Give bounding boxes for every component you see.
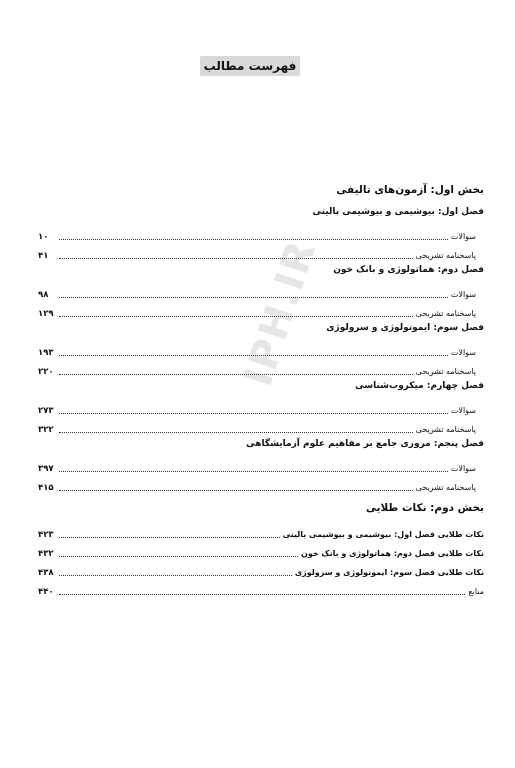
dot-leader: [59, 373, 413, 375]
toc-entry[interactable]: [38, 340, 484, 359]
toc-entry[interactable]: [38, 522, 484, 541]
dot-leader: [59, 593, 465, 595]
chapter-3-title: فصل سوم: ایمونولوژی و سرولوژی: [326, 323, 484, 333]
entry-label: سوالات: [450, 290, 476, 299]
watermark: IPH.IR: [235, 234, 326, 392]
toc-entry[interactable]: [38, 282, 484, 301]
toc-entry[interactable]: [38, 541, 484, 560]
toc-entry-sources[interactable]: [38, 579, 484, 598]
dot-leader: [59, 238, 448, 240]
chapter-1-title: فصل اول: بیوشیمی و بیوشیمی بالینی: [312, 207, 484, 217]
page-number: ۹۸: [38, 290, 49, 300]
page-number: ۴۴۰: [38, 587, 54, 597]
toc-entry[interactable]: [38, 475, 484, 494]
page-number: ۳۲۲: [38, 425, 54, 435]
entry-label: پاسخنامه تشریحی: [415, 251, 476, 260]
dot-leader: [59, 296, 448, 298]
entry-label: پاسخنامه تشریحی: [415, 425, 476, 434]
page-title: فهرست مطالب: [200, 56, 300, 76]
entry-label: سوالات: [450, 348, 476, 357]
toc-entry[interactable]: [38, 224, 484, 243]
toc-entry[interactable]: [38, 417, 484, 436]
entry-label: سوالات: [450, 464, 476, 473]
entry-label: سوالات: [450, 232, 476, 241]
dot-leader: [59, 489, 413, 491]
toc-entry[interactable]: [38, 398, 484, 417]
entry-label: پاسخنامه تشریحی: [415, 483, 476, 492]
dot-leader: [59, 354, 448, 356]
chapter-5-title: فصل پنجم: مروری جامع بر مفاهیم علوم آزمایشگاهی: [246, 439, 484, 449]
dot-leader: [59, 536, 280, 538]
dot-leader: [59, 555, 298, 557]
dot-leader: [59, 431, 413, 433]
page-number: ۱۹۳: [38, 348, 54, 358]
page-number: ۲۷۳: [38, 406, 54, 416]
dot-leader: [59, 412, 448, 414]
entry-label: نکات طلایی فصل دوم: هماتولوژی و بانک خون: [301, 549, 484, 558]
page-number: ۴۳۸: [38, 568, 54, 578]
entry-label: پاسخنامه تشریحی: [415, 309, 476, 318]
entry-label: منابع: [468, 587, 484, 596]
dot-leader: [59, 574, 292, 576]
chapter-2-title: فصل دوم: هماتولوژی و بانک خون: [333, 265, 484, 275]
toc-entry[interactable]: [38, 560, 484, 579]
toc-entry[interactable]: [38, 359, 484, 378]
page-number: ۴۲۳: [38, 530, 54, 540]
table-of-contents: [38, 182, 484, 598]
page-number: ۴۱۵: [38, 483, 54, 493]
toc-entry[interactable]: [38, 301, 484, 320]
toc-entry[interactable]: [38, 456, 484, 475]
part1-heading: بخش اول: آزمون‌های تالیفی: [336, 184, 484, 196]
page-number: ۴۳۲: [38, 549, 54, 559]
entry-label: پاسخنامه تشریحی: [415, 367, 476, 376]
toc-entry[interactable]: [38, 243, 484, 262]
entry-label: سوالات: [450, 406, 476, 415]
dot-leader: [59, 315, 413, 317]
chapter-4-title: فصل چهارم: میکروب‌شناسی: [355, 381, 484, 391]
dot-leader: [59, 470, 448, 472]
page-number: ۴۱: [38, 251, 49, 261]
dot-leader: [59, 257, 413, 259]
page-number: ۳۹۷: [38, 464, 54, 474]
entry-label: نکات طلایی فصل سوم: ایمونولوژی و سرولوژی: [294, 568, 484, 577]
part2-heading: بخش دوم: نکات طلایی: [365, 502, 484, 514]
page-number: ۱۲۹: [38, 309, 54, 319]
page-number: ۱۰: [38, 232, 49, 242]
entry-label: نکات طلایی فصل اول: بیوشیمی و بیوشیمی بالینی: [282, 530, 484, 539]
page-number: ۲۲۰: [38, 367, 54, 377]
